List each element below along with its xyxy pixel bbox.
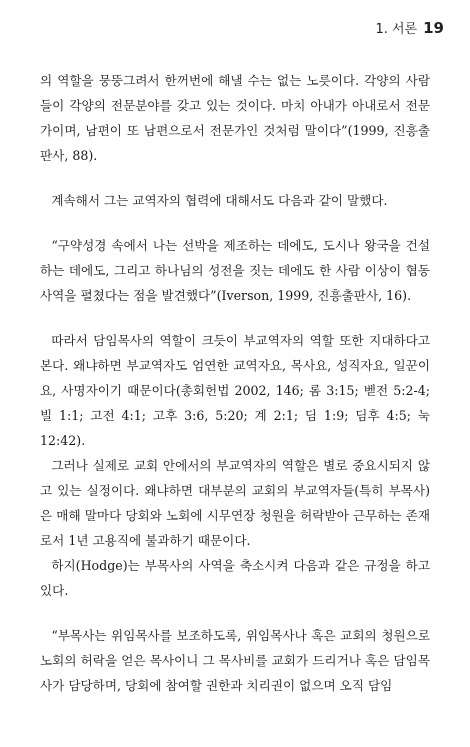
page-number: 19 [423, 19, 444, 37]
paragraph-intro: 계속해서 그는 교역자의 협력에 대해서도 다음과 같이 말했다. [51, 193, 388, 208]
paragraph-continuation: 의 역할을 뭉뚱그려서 한꺼번에 해낼 수는 없는 노릇이다. 각양의 사람들이 각양의 전문분야를 갖고 있는 것이다. 마치 아내가 아내로서 전문가이며, 남편이 또 남편으로서 전문가인 것처럼 말이다”(1999, 진흥출판사, 88). [40, 73, 430, 163]
body-text [40, 68, 430, 698]
block-quote-hodge: “부목사는 위임목사를 보조하도록, 위임목사나 혹은 교회의 청원으로 노회의 허락을 얻은 목사이니 그 목사비를 교회가 드리거나 혹은 담임목사가 담당하며, 당회에 참여할 권한과 치리권이 없으며 오직 담임 [40, 628, 430, 693]
chapter-title: 1. 서론 [375, 22, 418, 37]
paragraph-role: 따라서 담임목사의 역할이 크듯이 부교역자의 역할 또한 지대하다고 본다. 왜냐하면 부교역자도 엄연한 교역자요, 목사요, 성직자요, 일꾼이요, 사명자이기 때문이다(총회헌법 2002, 146; 롬 3:15; 벧전 5:2-4; 빌 1:1; 고전 4:1; 고후 3:6, 5:20; 계 2:1; 딤 1:9; 딤후 4:5; 눅 12:42). [40, 333, 430, 448]
paragraph-hodge-intro: 하지(Hodge)는 부목사의 사역을 축소시켜 다음과 같은 규정을 하고 있다. [40, 558, 430, 598]
block-quote-iverson: “구약성경 속에서 나는 선박을 제조하는 데에도, 도시나 왕국을 건설하는 데에도, 그리고 하나님의 성전을 짓는 데에도 한 사람 이상이 협동 사역을 펼쳤다는 점을 발견했다”(Iverson, 1999, 진흥출판사, 16). [40, 238, 430, 303]
paragraph-reality: 그러나 실제로 교회 안에서의 부교역자의 역할은 별로 중요시되지 않고 있는 실정이다. 왜냐하면 대부분의 교회의 부교역자들(특히 부목사)은 매해 말마다 당회와 노회에 시무연장 청원을 허락받아 근무하는 존재로서 1년 고용직에 불과하기 때문이다. [40, 458, 430, 548]
running-header [375, 18, 444, 37]
